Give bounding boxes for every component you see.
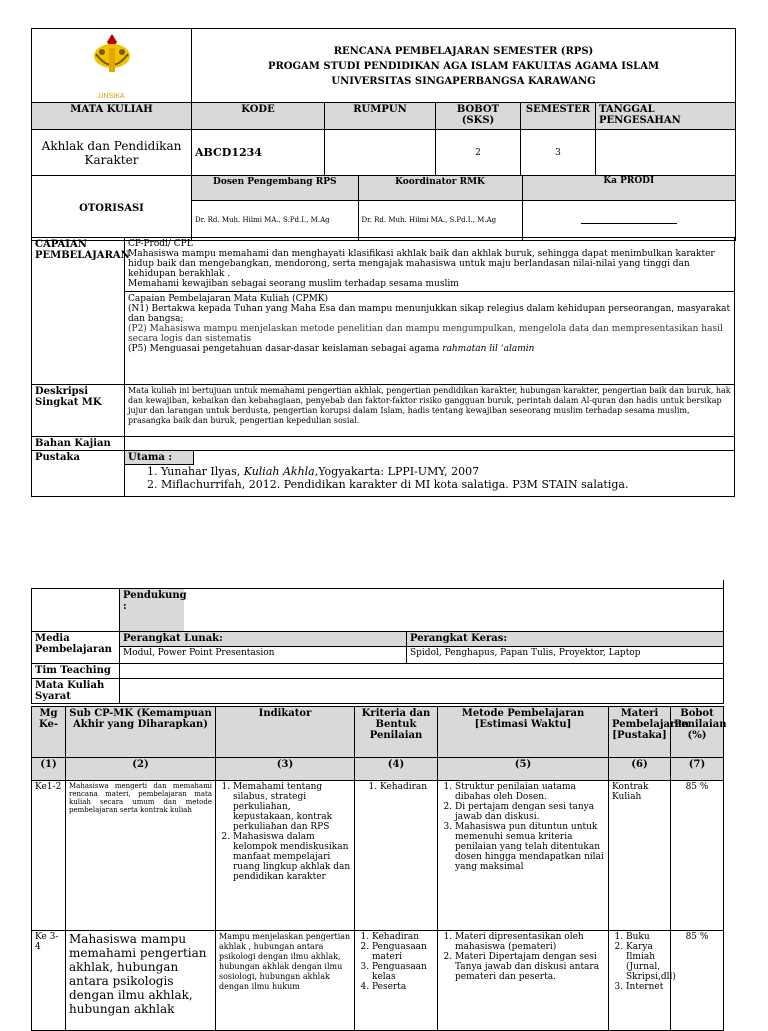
- row2-sub: Mahasiswa mampu memahami pengertian akhlak, hubungan antara psikologis dengan ilmu akhlak, hubungan akhlak: [66, 931, 216, 1031]
- row1-sub: Mahasiswa mengerti dan memahami rencana materi, pembelajaran mata kuliah secara umum dan metode pembelajaran serta kontrak kuliah: [66, 781, 216, 931]
- lunak-header: Perangkat Lunak:: [120, 632, 407, 647]
- th-mg: Mg Ke-: [32, 707, 66, 758]
- course-bobot: 2: [436, 130, 521, 176]
- col-bobot: BOBOT (SKS): [436, 103, 521, 130]
- dosen-header: Dosen Pengembang RPS: [192, 176, 358, 200]
- rps-title-block: [192, 29, 736, 103]
- row2-indikator: Mampu menjelaskan pengertian akhlak , hubungan antara psikologi dengan ilmu akhlak, hubungan akhlak dengan ilmu sosiologi, hubungan akhlak dengan ilmu hukum: [216, 931, 355, 1031]
- col-kode: KODE: [192, 103, 325, 130]
- row1-indikator: 1. Memahami tentang silabus, strategi perkuliahan, kepustakaan, kontrak perkuliahan dan RPS 2. Mahasiswa dalam kelompok mendiskusikan manfaat mempelajari ruang lingkup akhlak dan pendidikan karakter: [216, 781, 355, 931]
- deskripsi-text: Mata kuliah ini bertujuan untuk memahami pengertian akhlak, pengertian pendidikan karakter, hubungan karakter, pengertian baik dan buruk, hak dan kewajiban, kebaikan dan kebahagiaan, penyebab dan faktor-faktor risiko gangguan buruk, perintah dalam Al-quran dan hadis untuk bersikap jujur dan larangan untuk berdusta, pengertian korupsi dalam Islam, hadis tentang kewajiban seseorang muslim terhadap sesama muslim, prasangka baik dan buruk, pengertian kepedulian sosial.: [125, 385, 735, 437]
- rps-header-table: [31, 28, 736, 241]
- course-tanggal: [596, 130, 736, 176]
- rps-content-table: [31, 237, 735, 497]
- bahan-kajian-label: Bahan Kajian: [32, 437, 125, 451]
- table-row: [32, 781, 724, 931]
- num-2: (2): [66, 758, 216, 781]
- th-bobot: Bobot Penilaian (%): [671, 707, 724, 758]
- cpmk-line-3: (P5) Menguasai pengetahuan dasar-dasar keislaman sebagai agama rahmatan lil ‘alamin: [128, 344, 535, 354]
- blank-cell: [32, 589, 120, 632]
- col-rumpun: RUMPUN: [325, 103, 436, 130]
- row2-kriteria: 1. Kehadiran 2. Penguasaan materi 3. Penguasaan kelas 4. Peserta: [355, 931, 438, 1031]
- pustaka-label: Pustaka: [32, 451, 125, 497]
- media-table: [31, 588, 724, 704]
- keras-value: Spidol, Penghapus, Papan Tulis, Proyektor, Laptop: [407, 647, 724, 664]
- university-logo: [88, 30, 136, 90]
- keras-header: Perangkat Keras:: [407, 632, 724, 647]
- num-7: (7): [671, 758, 724, 781]
- otorisasi-block: [192, 176, 736, 241]
- logo-text: UNSIKA: [98, 93, 125, 100]
- th-sub-cpmk: Sub CP-MK (Kemampuan Akhir yang Diharapkan): [66, 707, 216, 758]
- tim-label: Tim Teaching: [32, 664, 120, 679]
- pustaka-content: [125, 451, 735, 497]
- signature-line: [581, 213, 677, 224]
- cpl-line-1: Mahasiswa mampu memahami dan menghayati klasifikasi akhlak baik dan akhlak buruk, sehingga dapat menimbulkan karakter hidup baik dan mengebangkan, mendorong, serta mengajak mahasiswa untuk maju berlandasan nilai-nilai yang tinggi dan kehidupan berakhlak .: [128, 249, 715, 279]
- num-1: (1): [32, 758, 66, 781]
- pendukung-value: [184, 589, 724, 632]
- th-metode: Metode Pembelajaran [Estimasi Waktu]: [438, 707, 609, 758]
- schedule-table: [31, 706, 727, 1031]
- pendukung-label: Pendukung :: [120, 589, 184, 632]
- row1-kriteria: 1. Kehadiran: [355, 781, 438, 931]
- capaian-content: [125, 238, 735, 385]
- ka-prodi-signature: [522, 200, 735, 240]
- row2-materi: 1. Buku 2. Karya Ilmiah (Jurnal, Skripsi,dll) 3. Internet: [609, 931, 671, 1031]
- course-rumpun: [325, 130, 436, 176]
- rps-title-line3: UNIVERSITAS SINGAPERBANGSA KARAWANG: [331, 76, 596, 87]
- cpl-line-2: Memahami kewajiban sebagai seorang muslim terhadap sesama muslim: [128, 279, 459, 289]
- col-tanggal: TANGGAL PENGESAHAN: [596, 103, 736, 130]
- cpmk-line-1: (N1) Bertakwa kepada Tuhan yang Maha Esa dan mampu menunjukkan sikap relegius dalam kehidupan perseorangan, masyarakat dan bangsa;: [128, 304, 731, 324]
- course-code: ABCD1234: [192, 130, 325, 176]
- syarat-value: [120, 679, 724, 704]
- row2-bobot: 85 %: [671, 931, 724, 1031]
- logo-cell: [32, 29, 192, 103]
- row1-materi: Kontrak Kuliah: [609, 781, 671, 931]
- th-indikator: Indikator: [216, 707, 355, 758]
- deskripsi-label: Deskripsi Singkat MK: [32, 385, 125, 437]
- koordinator-name: Dr. Rd. Muh. Hilmi MA., S.Pd.I., M.Ag: [358, 200, 522, 240]
- th-materi: Materi Pembelajaran [Pustaka]: [609, 707, 671, 758]
- num-5: (5): [438, 758, 609, 781]
- pustaka-item: 2. Miflachurrifah, 2012. Pendidikan karakter di MI kota salatiga. P3M STAIN salatiga.: [161, 478, 734, 491]
- capaian-label: CAPAIAN PEMBELAJARAN: [32, 238, 125, 385]
- num-6: (6): [609, 758, 671, 781]
- utama-label: Utama :: [125, 451, 194, 465]
- course-semester: 3: [521, 130, 596, 176]
- syarat-label: Mata Kuliah Syarat: [32, 679, 120, 704]
- cpmk-title: Capaian Pembelajaran Mata Kuliah (CPMK): [128, 294, 329, 304]
- bahan-kajian-value: [125, 437, 735, 451]
- rps-title-line1: RENCANA PEMBELAJARAN SEMESTER (RPS): [333, 46, 594, 57]
- col-semester: SEMESTER: [521, 103, 596, 130]
- cpmk-line-2: (P2) Mahasiswa mampu menjelaskan metode penelitian dan mampu mengumpulkan, mengelola data dan mempresentasikan hasil secara logis dan sistematis: [128, 324, 723, 344]
- tim-value: [120, 664, 724, 679]
- page2-right-edge: [723, 580, 724, 588]
- num-4: (4): [355, 758, 438, 781]
- pustaka-item: 1. Yunahar Ilyas, Kuliah Akhla,Yogyakarta: LPPI-UMY, 2007: [161, 465, 734, 478]
- course-name: Akhlak dan Pendidikan Karakter: [32, 130, 192, 176]
- table-row: [32, 931, 724, 1031]
- dosen-name: Dr. Rd. Muh. Hilmi MA., S.Pd.I., M.Ag: [192, 200, 358, 240]
- row1-mg: Ke1-2: [32, 781, 66, 931]
- row2-mg: Ke 3-4: [32, 931, 66, 1031]
- num-3: (3): [216, 758, 355, 781]
- media-label: Media Pembelajaran: [32, 632, 120, 664]
- row1-metode: 1. Struktur penilaian uatama dibahas oleh Dosen. 2. Di pertajam dengan sesi tanya jawab dan diskusi. 3. Mahasiswa pun dituntun untuk memenuhi semua kriteria penilaian yang telah ditentukan dosen hingga mendapatkan nilai yang maksimal: [438, 781, 609, 931]
- koordinator-header: Koordinator RMK: [358, 176, 522, 200]
- th-kriteria: Kriteria dan Bentuk Penilaian: [355, 707, 438, 758]
- row1-bobot: 85 %: [671, 781, 724, 931]
- ka-prodi-header: Ka PRODI: [522, 176, 735, 200]
- rps-title-line2: PROGAM STUDI PENDIDIKAN AGA ISLAM FAKULTAS AGAMA ISLAM: [267, 61, 660, 72]
- pustaka-list: [125, 465, 734, 491]
- row2-metode: 1. Materi dipresentasikan oleh mahasiswa (pemateri) 2. Materi Dipertajam dengan sesi Tanya jawab dan diskusi antara pemateri dan peserta.: [438, 931, 609, 1031]
- cpl-title: CP-Prodi/ CPL: [128, 239, 193, 249]
- lunak-value: Modul, Power Point Presentasion: [120, 647, 407, 664]
- col-mata-kuliah: MATA KULIAH: [32, 103, 192, 130]
- otorisasi-label: OTORISASI: [32, 176, 192, 241]
